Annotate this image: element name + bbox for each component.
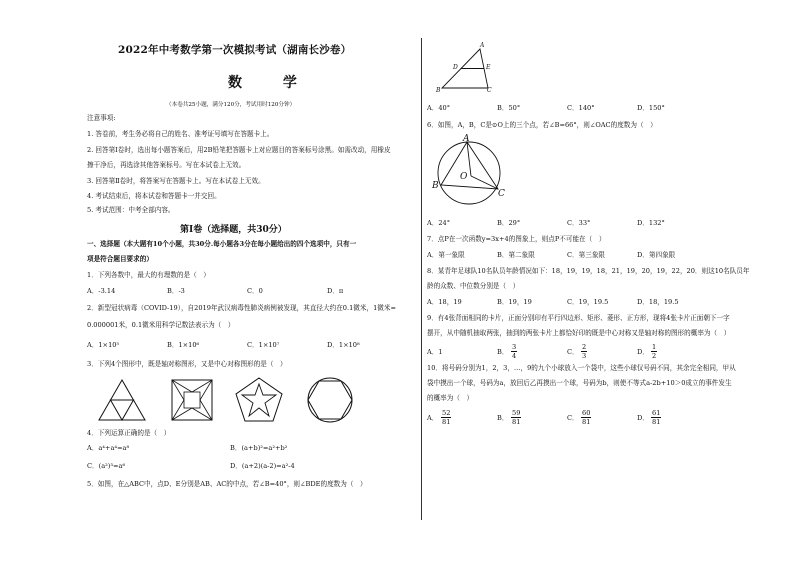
q1-option-d: D．π	[327, 287, 344, 295]
q9-stem: 9．有4张背面相同的卡片，正面分别印有平行四边形、矩形、菱形、正方形，现将4张卡片正面朝下一字	[427, 314, 730, 322]
q3-figure-c-pentagon-star	[234, 376, 284, 424]
q9-option-b-den: 4	[512, 352, 517, 360]
q5-label-e: E	[486, 64, 491, 71]
q3-figure-d-hexagon-circle	[306, 376, 354, 424]
q10-option-d-den: 81	[652, 418, 661, 426]
notice-line: 4. 考试结束后，将本试卷和答题卡一并交回。	[87, 192, 221, 200]
q2-stem: 2．新型冠状病毒（COVID-19），自2019年武汉病毒性肺炎病例被发现，其直径大约在0.1微米，1微米=	[87, 304, 396, 312]
q10-option-b-den: 81	[512, 418, 521, 426]
q10-option-d-letter: D．	[637, 414, 649, 422]
section-intro: 项是符合题目要求的）	[87, 255, 153, 263]
q5-option-d: D．150°	[637, 104, 665, 112]
notice-line: 2. 回答第Ⅰ卷时，选出每小题答案后，用2B铅笔把答题卡上对应题目的答案标号涂黑。如需改动，用橡皮	[87, 146, 391, 154]
q10-option-a-letter: A．	[427, 414, 439, 422]
q6-label-o: O	[460, 172, 468, 182]
q10-option-b-num: 59	[512, 409, 521, 417]
q6-option-a: A．24°	[427, 219, 451, 227]
q3-stem: 3．下列4个图形中，既是轴对称图形，又是中心对称图形的是（ ）	[87, 360, 287, 368]
q8-option-d: D．18，19.5	[637, 298, 679, 306]
q5-stem: 5．如图，在△ABC中，点D、E分别是AB、AC的中点，若∠B=40°，则∠BDE的度数为（ ）	[87, 480, 367, 488]
q9-stem: 摆开，从中随机抽取两张，抽到的两张卡片上都恰好印的既是中心对称又是轴对称的图形的概率为（ ）	[427, 329, 731, 337]
q8-option-c: C．19，19.5	[567, 298, 609, 306]
q9-option-c-num: 2	[582, 343, 587, 351]
q8-option-b: B．19，19	[497, 298, 532, 306]
q10-option-a-num: 52	[442, 409, 451, 417]
notice-line: 3. 回答第Ⅱ卷时，将答案写在答题卡上。写在本试卷上无效。	[87, 177, 265, 185]
q6-option-b: B．29°	[497, 219, 521, 227]
q1-option-a: A．-3.14	[87, 287, 116, 295]
q7-option-a: A．第一象限	[427, 251, 465, 259]
notice-heading: 注意事项:	[87, 114, 116, 122]
section-intro: 一、选择题（本大题有10个小题，共30分.每小题各3分在每小题给出的四个选项中，只有一	[87, 240, 357, 248]
q3-figure-a-triangle	[97, 378, 147, 422]
q9-option-b-num: 3	[512, 343, 517, 351]
q9-option-c-den: 3	[582, 352, 587, 360]
q2-option-a: A．1×10⁵	[87, 341, 120, 349]
q5-label-c: C	[487, 87, 492, 94]
q3-figure-b-square	[170, 378, 214, 422]
q10-stem: 的概率为（ ）	[427, 394, 474, 402]
q10-option-a-den: 81	[442, 418, 451, 426]
q4-stem: 4．下列运算正确的是（ ）	[87, 429, 171, 437]
q10-stem: 10．将号码分别为1，2，3，…，9的九个小球放入一个袋中，这些小球仅号码不同，其余完全相同，甲从	[427, 364, 736, 372]
q6-option-c: C．33°	[567, 219, 591, 227]
q6-label-c: C	[498, 189, 505, 199]
q9-option-d-den: 2	[652, 352, 657, 360]
q1-option-c: C．0	[247, 287, 263, 295]
q9-option-d-letter: D．	[637, 348, 649, 356]
q6-label-a: A	[463, 134, 470, 144]
q2-stem: 0.000001米，0.1微米用科学记数法表示为（ ）	[87, 321, 235, 329]
q6-stem: 6．如图，A，B，C是⊙O上的三个点，若∠B=66°，则∠OAC的度数为（ ）	[427, 121, 657, 129]
q5-option-a: A．40°	[427, 104, 451, 112]
q2-option-d: D．1×10⁸	[327, 341, 360, 349]
q9-option-c-letter: C．	[567, 348, 579, 356]
q5-option-c: C．140°	[567, 104, 595, 112]
q5-label-d: D	[453, 64, 458, 71]
q8-stem: 8．某青年足球队10名队员年龄情况如下：18，19，19，18，21，19，20，19，22，20．则这10名队员年	[427, 267, 750, 275]
q8-stem: 龄的众数、中位数分别是（ ）	[427, 282, 520, 290]
q10-option-c-den: 81	[582, 418, 591, 426]
q5-label-b: B	[436, 87, 441, 94]
q9-option-a-letter: A．	[427, 348, 439, 356]
exam-info: （本卷共25小题，满分120分，考试用时120分钟）	[166, 102, 296, 108]
notice-line: 5. 考试范围：中考全部内容。	[87, 206, 175, 214]
q4-option-a: A．a⁴+a⁴=a⁸	[87, 444, 130, 452]
q2-option-c: C．1×10⁷	[247, 341, 280, 349]
q9-option-b-letter: B．	[497, 348, 509, 356]
q6-option-d: D．132°	[637, 219, 665, 227]
q4-option-b: B．(a+b)²=a²+b²	[230, 444, 288, 452]
q10-option-c-letter: C．	[567, 414, 579, 422]
q9-option-a	[427, 348, 443, 356]
q5-option-b: B．50°	[497, 104, 521, 112]
q9-option-a-value: 1	[438, 348, 443, 356]
notice-line: 擦干净后，再选涂其他答案标号。写在本试卷上无效。	[87, 161, 246, 169]
q7-stem: 7．点P在一次函数y=3x+4的图象上，则点P不可能在（ ）	[427, 235, 606, 243]
q2-option-b: B．1×10⁶	[167, 341, 200, 349]
q1-stem: 1．下列各数中，最大的有理数的是（ ）	[87, 271, 210, 279]
q5-label-a: A	[480, 42, 485, 49]
q10-option-c-num: 60	[582, 409, 591, 417]
q7-option-d: D．第四象限	[637, 251, 676, 259]
exam-title: 2022年中考数学第一次模拟考试（湖南长沙卷）	[118, 44, 352, 56]
q10-stem: 袋中摸出一个球，号码为a，放回后乙再摸出一个球，号码为b，则使不等式a-2b+10＞0成立的事件发生	[427, 379, 732, 387]
q4-option-d: D．(a+2)(a-2)=a²-4	[230, 462, 295, 470]
q10-option-b-letter: B．	[497, 414, 509, 422]
q4-option-c: C．(a²)³=a⁶	[87, 462, 126, 470]
q8-option-a: A．18，19	[427, 298, 462, 306]
q9-option-d-num: 1	[652, 343, 657, 351]
subject-heading: 数 学	[228, 75, 315, 91]
q7-option-c: C．第三象限	[567, 251, 606, 259]
notice-line: 1. 答卷前，考生务必将自己的姓名、准考证号填写在答题卡上。	[87, 130, 274, 138]
q1-option-b: B．-3	[167, 287, 185, 295]
q10-option-d-num: 61	[652, 409, 661, 417]
q6-label-b: B	[432, 181, 439, 191]
part-heading: 第Ⅰ卷（选择题，共30分）	[180, 225, 287, 235]
column-divider	[421, 38, 422, 520]
q7-option-b: B．第二象限	[497, 251, 535, 259]
